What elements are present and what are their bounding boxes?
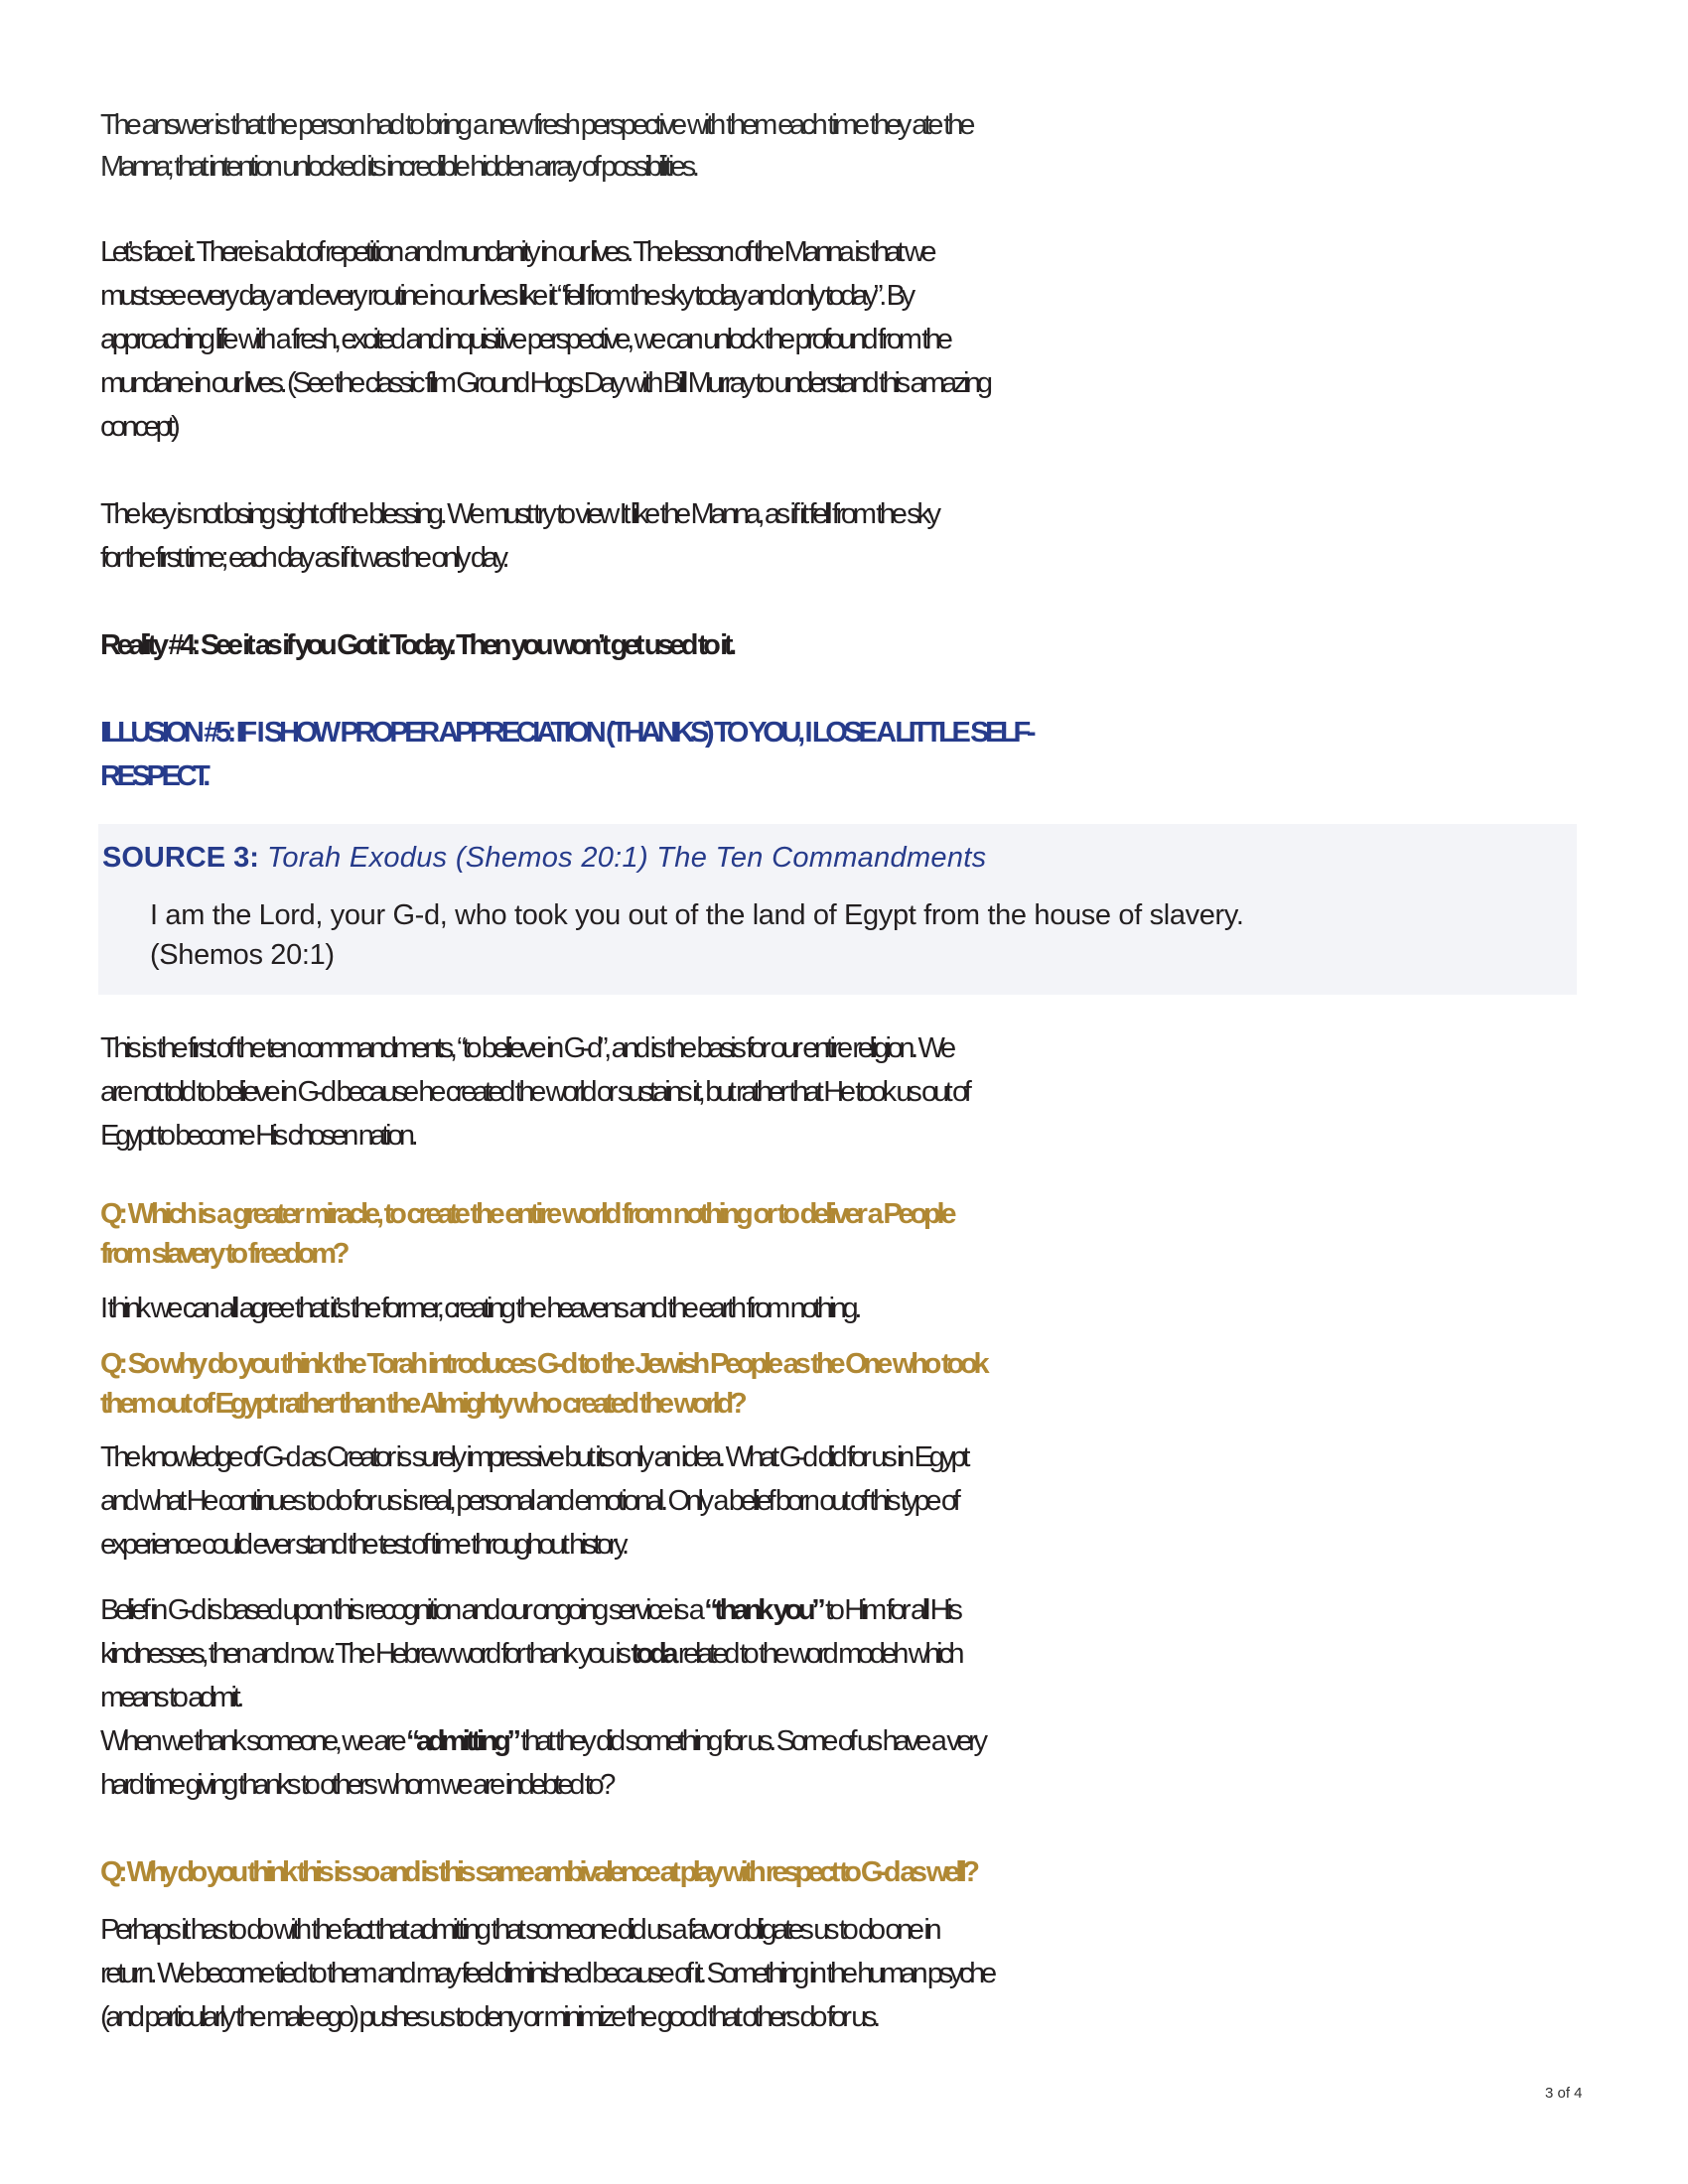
text-line: concept) — [100, 411, 177, 443]
source-title — [102, 838, 986, 878]
text-line: (and particularly the male ego) pushes us to deny or minimize the good that others do for us. — [100, 2001, 877, 2033]
question-line: Q: Why do you think this is so and is this same ambivalence at play with respect to G-d as well? — [100, 1856, 976, 1888]
text-line: I think we can all agree that it’s the former, creating the heavens and the earth from nothing. — [100, 1293, 859, 1324]
heading-line: RESPECT. — [100, 760, 208, 792]
reality-heading: Reality #4: See it as if you Got it Today. Then you won’t get used to it. — [100, 629, 733, 661]
text-run: to Him for all His — [821, 1594, 959, 1626]
source-reference: Torah Exodus (Shemos 20:1) The Ten Commandments — [266, 842, 987, 874]
text-line: and what He continues to do for us is real, personal and emotional. Only a belief born out of this type of — [100, 1485, 957, 1517]
emphasis-toda: toda — [631, 1638, 675, 1670]
text-run: When we thank someone, we are — [100, 1725, 406, 1757]
question-line: from slavery to freedom? — [100, 1238, 347, 1270]
text-line: are not told to believe in G-d because he created the world or sustains it, but rather that He took us out of — [100, 1076, 968, 1108]
source-box — [98, 824, 1577, 995]
reality-statement — [100, 623, 1590, 667]
text-line: Egypt to become His chosen nation. — [100, 1120, 415, 1152]
text-line: means to admit. — [100, 1682, 241, 1713]
text-line: The knowledge of G-d as Creator is surely impressive but its only an idea. What G-d did for us in Egypt — [100, 1441, 967, 1473]
text-line: approaching life with a fresh, excited and inquisitive perspective, we can unlock the profound from the — [100, 324, 949, 355]
text-line: The key is not losing sight of the blessing. We must try to view It like the Manna, as if it fell from the sky — [100, 498, 937, 530]
text-run: that they did something for us. Some of us have a very — [516, 1725, 984, 1757]
question-ambivalence — [100, 1852, 1590, 1892]
text-line — [100, 1632, 960, 1676]
text-line: for the first time; each day as if it was the only day. — [100, 542, 506, 574]
text-line: This is the first of the ten commandments, “to believe in G-d”, and is the basis for our entire religion. We — [100, 1032, 952, 1064]
text-line: Perhaps it has to do with the fact that admitting that someone did us a favor obligates us to do one in — [100, 1914, 938, 1946]
question-greater-miracle — [100, 1194, 1590, 1274]
quote-line: I am the Lord, your G-d, who took you out of the land of Egypt from the house of slavery. — [150, 899, 1244, 931]
page-number: 3 of 4 — [1545, 2085, 1583, 2102]
question-line: Q: Which is a greater miracle, to create the entire world from nothing or to deliver a People — [100, 1198, 953, 1230]
answer-former — [100, 1287, 1590, 1330]
source-label: SOURCE 3: — [102, 842, 259, 874]
emphasis-admitting: “admitting” — [405, 1725, 517, 1757]
emphasis-thank-you: “thank you” — [704, 1594, 822, 1626]
paragraph-belief-thank-you — [100, 1588, 1590, 1807]
heading-line: ILLUSION #5: IF I SHOW PROPER APPRECIATION (THANKS) TO YOU, I LOSE A LITTLE SELF- — [100, 717, 1033, 749]
illusion-heading — [100, 711, 1590, 798]
text-line — [100, 1588, 959, 1632]
text-line: Let’s face it. There is a lot of repetition and mundanity in our lives. The lesson of the Manna is that we — [100, 236, 933, 268]
paragraph-key-blessing — [100, 492, 1590, 580]
quote-line: (Shemos 20:1) — [150, 939, 335, 971]
text-line: The answer is that the person had to bring a new fresh perspective with them each time they ate the — [100, 109, 972, 141]
text-line: hard time giving thanks to others whom we are indebted to? — [100, 1769, 613, 1801]
question-line: them out of Egypt rather than the Almighty who created the world? — [100, 1388, 744, 1420]
question-torah-introduces — [100, 1344, 1590, 1424]
source-quote — [150, 895, 1244, 975]
paragraph-manna-answer — [100, 103, 1590, 187]
paragraph-knowledge-creator — [100, 1435, 1590, 1567]
text-line: experience could ever stand the test of time throughout history. — [100, 1529, 626, 1561]
paragraph-first-commandment — [100, 1026, 1590, 1158]
text-line: return. We become tied to them and may feel diminished because of it. Something in the human psyche — [100, 1958, 993, 1989]
text-run: related to the word modeh which — [674, 1638, 961, 1670]
text-line: mundane in our lives. (See the classic film Ground Hogs Day with Bill Murray to understand this amazing — [100, 367, 989, 399]
text-line: Manna; that intention unlocked its incredible hidden array of possibilities. — [100, 151, 696, 183]
text-line — [100, 1719, 984, 1763]
question-line: Q: So why do you think the Torah introduces G-d to the Jewish People as the One who took — [100, 1348, 986, 1380]
text-run: kindnesses, then and now. The Hebrew word for thank you is — [100, 1638, 632, 1670]
paragraph-lets-face-it — [100, 230, 1590, 449]
paragraph-perhaps — [100, 1908, 1590, 2039]
text-line: must see every day and every routine in our lives like it “fell from the sky today and only today”. By — [100, 280, 912, 312]
text-run: Belief in G-d is based upon this recognition and our ongoing service is a — [100, 1594, 705, 1626]
